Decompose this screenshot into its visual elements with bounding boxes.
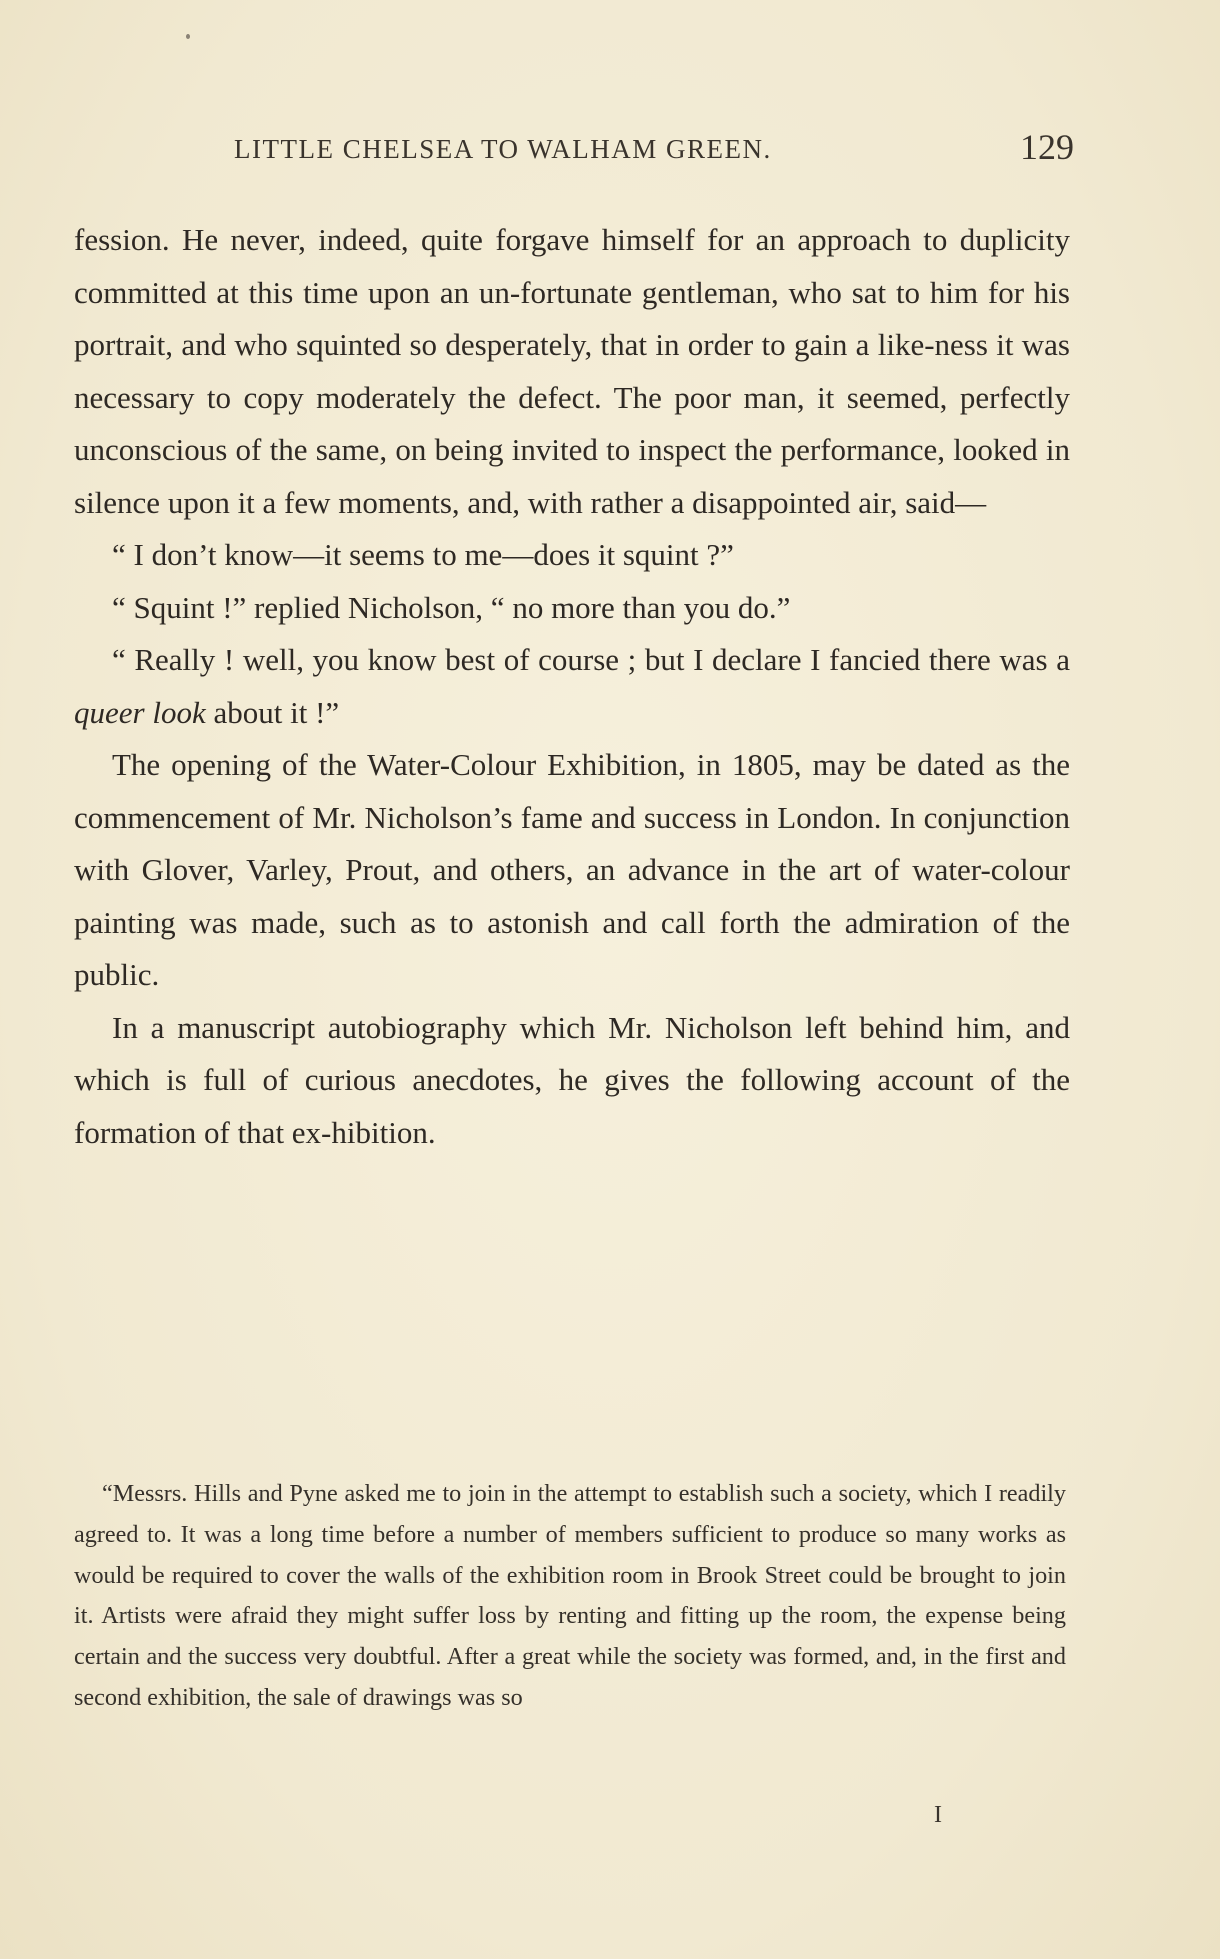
- block-quote-text: “Messrs. Hills and Pyne asked me to join in the attempt to establish such a society, which I readily agreed to. It was a long time before a number of members sufficient to produce so many works as would be required to cover the walls of the exhibition room in Brook Street could be brought to join it. Artists were afraid they might suffer loss by renting and fitting up the room, the expense being certain and the success very doubtful. After a great while the society was formed, and, in the first and second exhibition, the sale of drawings was so: [74, 1480, 1066, 1711]
- page-header: [74, 127, 1074, 172]
- running-head: LITTLE CHELSEA TO WALHAM GREEN.: [234, 134, 772, 164]
- signature-mark: I: [934, 1802, 942, 1828]
- paper-speck: [186, 34, 190, 39]
- dialogue-3-text-before: “ Really ! well, you know best of course ; but I declare I fancied there was a: [112, 642, 1070, 677]
- page-number: 129: [1020, 127, 1074, 167]
- paragraph-exhibition: The opening of the Water-Colour Exhibition, in 1805, may be dated as the commencement of Mr. Nicholson’s fame and success in London. In conjunction with Glover, Varley, Prout, and others, an advance in the art of water-colour painting was made, such as to astonish and call forth the admiration of the public.: [74, 747, 1070, 992]
- body-text: [74, 214, 1070, 1159]
- paragraph-dialogue-1: “ I don’t know—it seems to me—does it squint ?”: [112, 537, 734, 572]
- block-quote: [74, 1474, 1066, 1719]
- paragraph-autobiography: In a manuscript autobiography which Mr. Nicholson left behind him, and which is full of curious anecdotes, he gives the following account of the formation of that ex-hibition.: [74, 1009, 1070, 1150]
- paragraph-continuation: fession. He never, indeed, quite forgave himself for an approach to duplicity committed at this time upon an un-fortunate gentleman, who sat to him for his portrait, and who squinted so desperately, that in order to gain a like-ness it was necessary to copy moderately the defect. The poor man, it seemed, perfectly unconscious of the same, on being invited to inspect the performance, looked in silence upon it a few moments, and, with rather a disappointed air, said—: [74, 222, 1070, 520]
- dialogue-3-italic: queer look: [74, 694, 206, 730]
- paragraph-dialogue-3: [74, 634, 1070, 739]
- dialogue-3-text-after: about it !”: [205, 694, 340, 730]
- paragraph-dialogue-2: “ Squint !” replied Nicholson, “ no more than you do.”: [112, 589, 791, 625]
